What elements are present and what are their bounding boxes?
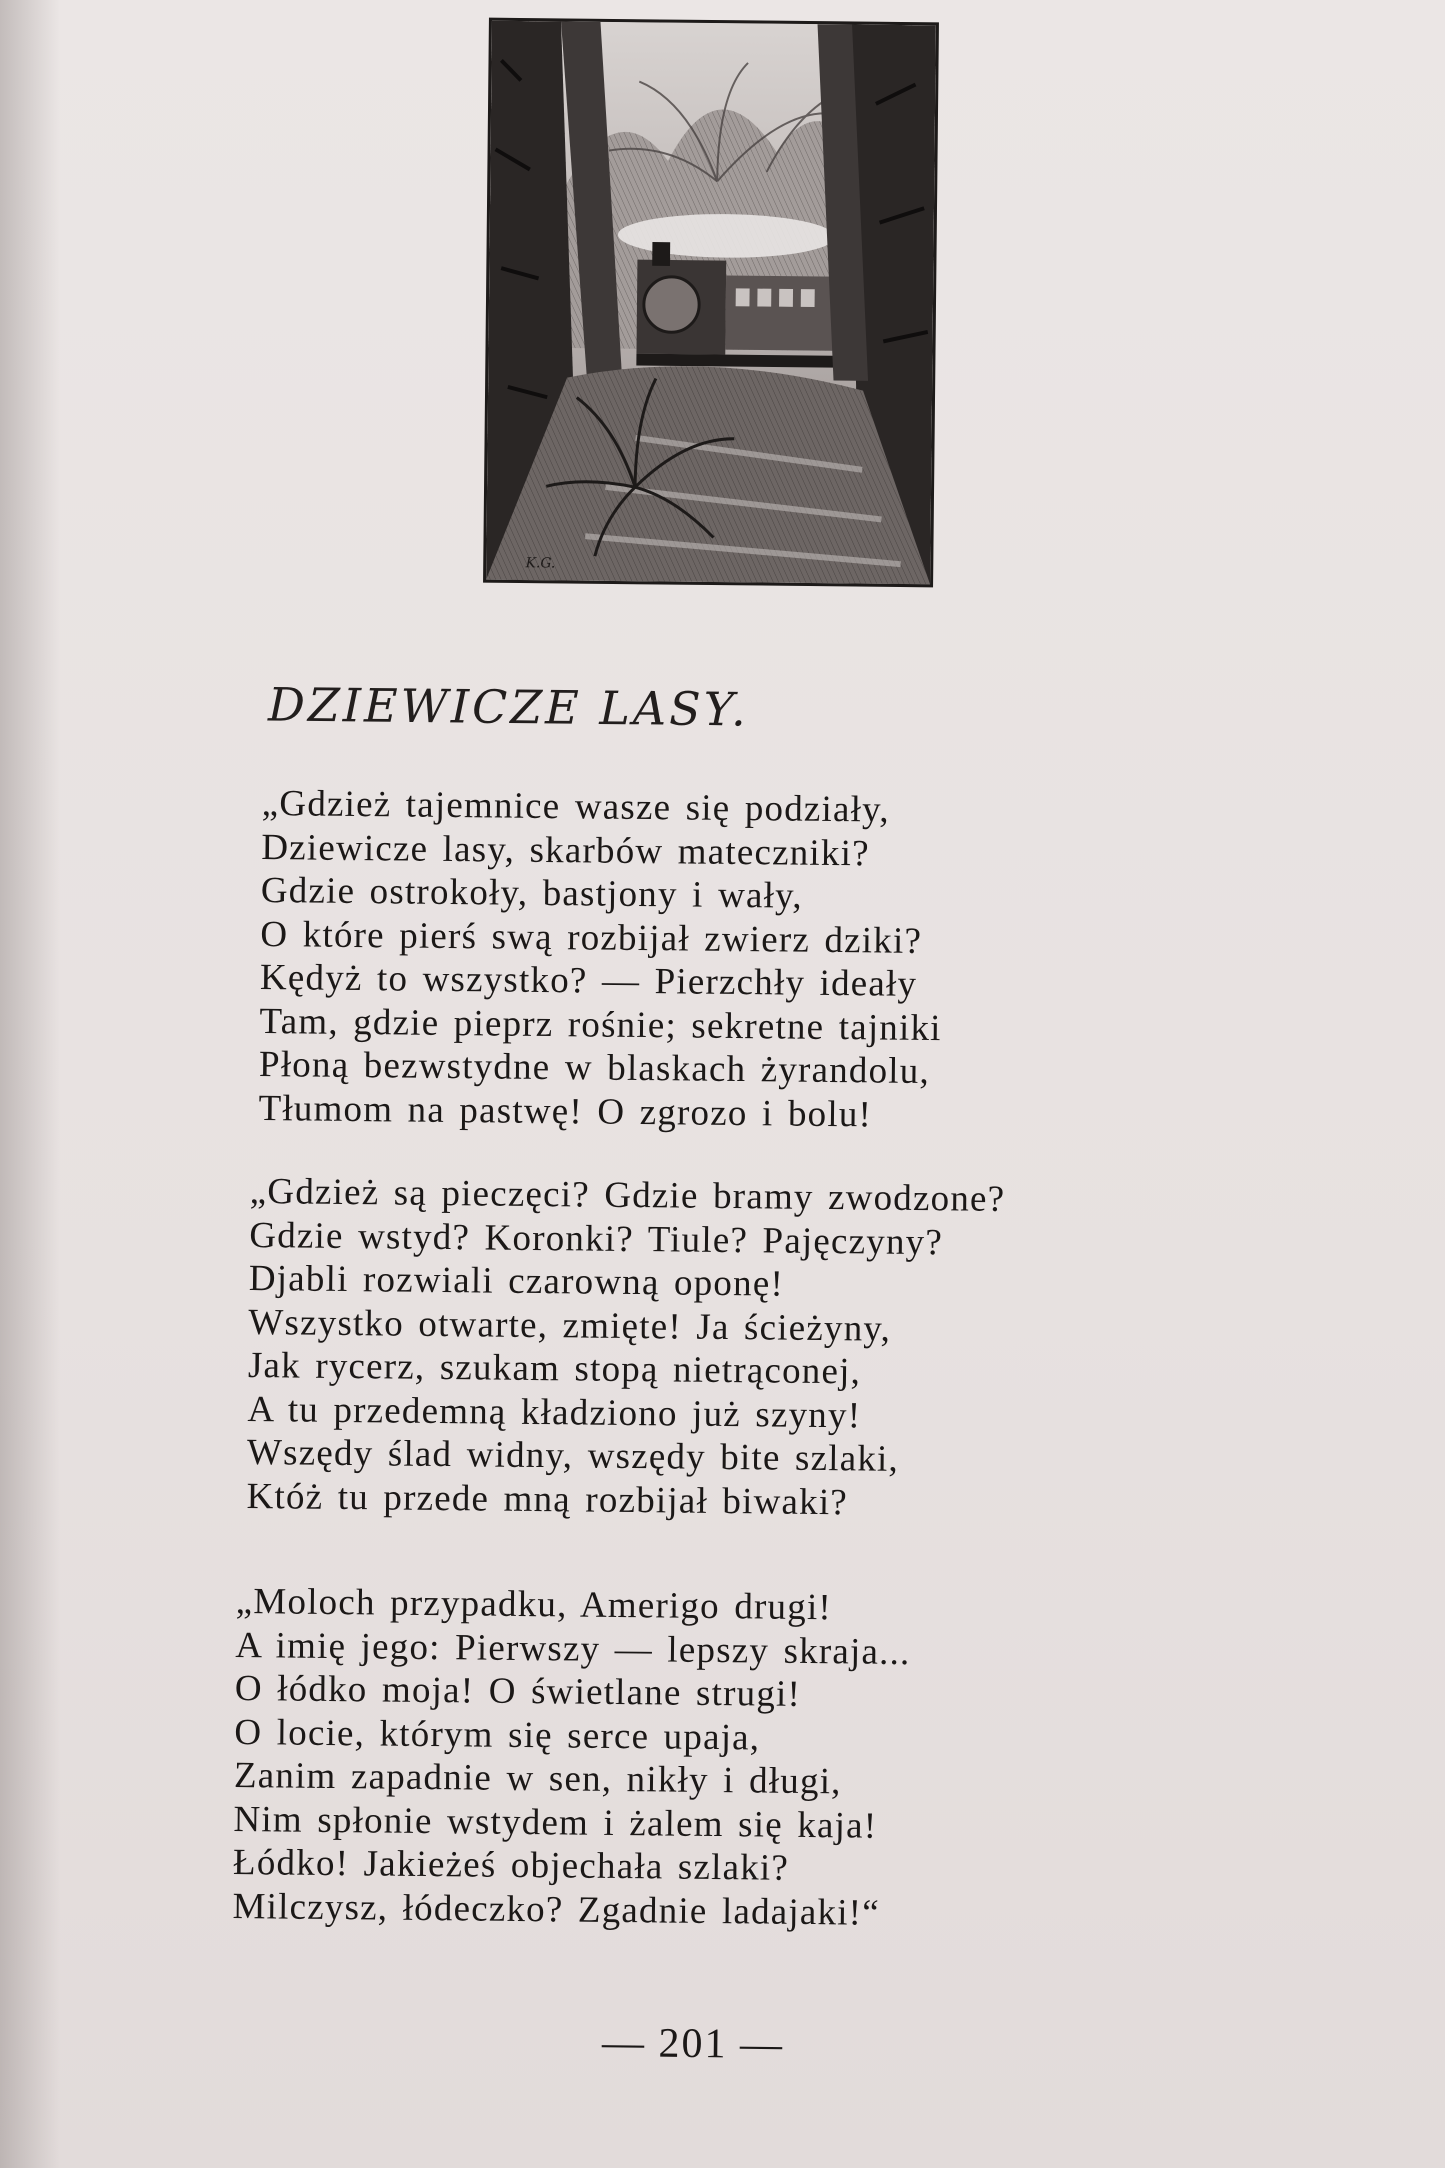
stanza-3 <box>232 1580 911 1935</box>
stanza-line: Tam, gdzie pieprz rośnie; sekretne tajniki <box>259 1000 942 1049</box>
stanza-line: Zanim zapadnie w sen, nikły i długi, <box>233 1754 842 1803</box>
stanza-line: Gdzie ostrokoły, bastjony i wały, <box>260 869 804 917</box>
stanza-line: „Gdzież tajemnice wasze się podziały, <box>261 782 891 831</box>
locomotive <box>617 213 836 368</box>
page-number: — 201 — <box>601 2020 785 2068</box>
stanza-2 <box>246 1170 1005 1526</box>
stanza-line: O które pierś swą rozbijał zwierz dziki? <box>260 913 923 962</box>
stanza-1 <box>258 782 944 1137</box>
stanza-line: „Moloch przypadku, Amerigo drugi! <box>235 1581 833 1629</box>
stanza-line: Tłumom na pastwę! O zgrozo i bolu! <box>258 1087 873 1135</box>
illustration-drawing <box>486 21 936 585</box>
illustrator-signature: K.G. <box>525 555 556 572</box>
stanza-line: Łódko! Jakieżeś objechała szlaki? <box>232 1841 790 1889</box>
stanza-line: Djabli rozwiali czarowną oponę! <box>248 1257 785 1305</box>
poem-title: DZIEWICZE LASY. <box>267 677 750 737</box>
stanza-line: Wszędy ślad widny, wszędy bite szlaki, <box>246 1431 900 1480</box>
stanza-line: Nim spłonie wstydem i żalem się kaja! <box>233 1798 878 1847</box>
stanza-line: „Gdzież są pieczęci? Gdzie bramy zwodzone? <box>249 1171 1006 1220</box>
stanza-line: Jak rycerz, szukam stopą nietrąconej, <box>247 1344 862 1393</box>
jungle-train-illustration <box>483 18 939 588</box>
stanza-line: A tu przedemną kładziono już szyny! <box>247 1388 862 1436</box>
stanza-line: O łódko moja! O świetlane strugi! <box>234 1667 802 1715</box>
stanza-line: Gdzie wstyd? Koronki? Tiule? Pajęczyny? <box>249 1214 944 1263</box>
stanza-line: Wszystko otwarte, zmięte! Ja ścieżyny, <box>248 1301 892 1350</box>
stanza-line: Dziewicze lasy, skarbów mateczniki? <box>261 826 870 874</box>
stanza-line: A imię jego: Pierwszy — lepszy skraja... <box>235 1624 911 1673</box>
stanza-line: O locie, którym się serce upaja, <box>234 1711 761 1758</box>
stanza-line: Płoną bezwstydne w blaskach żyrandolu, <box>258 1043 931 1093</box>
stanza-line: Któż tu przede mną rozbijał biwaki? <box>246 1475 849 1523</box>
stanza-line: Milczysz, łódeczko? Zgadnie ladajaki!“ <box>232 1885 881 1934</box>
stanza-line: Kędyż to wszystko? — Pierzchły ideały <box>259 956 918 1005</box>
